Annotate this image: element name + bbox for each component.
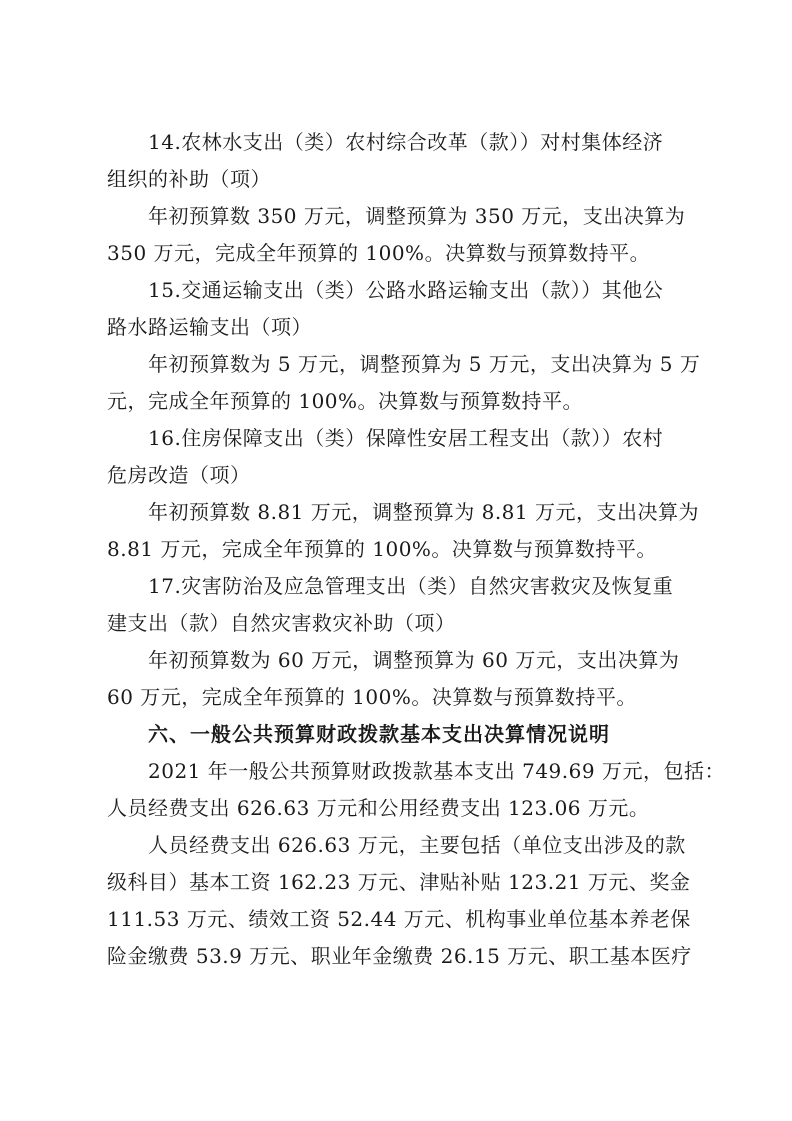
item-15-text-line-1: 年初预算数为 5 万元，调整预算为 5 万元，支出决算为 5 万: [148, 352, 701, 376]
item-15-text-line-2: 元，完成全年预算的 100%。决算数与预算数持平。: [107, 389, 584, 413]
item-17-heading-line-2: 建支出（款）自然灾害救灾补助（项）: [107, 611, 456, 635]
section-6-heading: 六、一般公共预算财政拨款基本支出决算情况说明: [148, 722, 610, 746]
personnel-expense-line-4: 险金缴费 53.9 万元、职业年金缴费 26.15 万元、职工基本医疗: [107, 944, 692, 968]
section-6-summary-line-2: 人员经费支出 626.63 万元和公用经费支出 123.06 万元。: [107, 796, 650, 820]
personnel-expense-line-2: 级科目）基本工资 162.23 万元、津贴补贴 123.21 万元、奖金: [107, 870, 691, 894]
item-14-text-line-2: 350 万元，完成全年预算的 100%。决算数与预算数持平。: [107, 241, 651, 265]
item-17-heading-line-1: 17.灾害防治及应急管理支出（类）自然灾害救灾及恢复重: [148, 574, 674, 598]
item-15-heading-line-2: 路水路运输支出（项）: [107, 315, 312, 339]
section-6-summary-line-1: 2021 年一般公共预算财政拨款基本支出 749.69 万元，包括：: [148, 759, 725, 783]
item-16-heading-line-2: 危房改造（项）: [107, 463, 251, 487]
personnel-expense-line-1: 人员经费支出 626.63 万元，主要包括（单位支出涉及的款: [148, 833, 686, 857]
document-body: [107, 124, 725, 975]
item-14-heading-line-1: 14.农林水支出（类）农村综合改革（款））对村集体经济: [148, 130, 664, 154]
personnel-expense-line-3: 111.53 万元、绩效工资 52.44 万元、机构事业单位基本养老保: [107, 907, 691, 931]
item-15-heading-line-1: 15.交通运输支出（类）公路水路运输支出（款））其他公: [148, 278, 664, 302]
item-16-text-line-2: 8.81 万元，完成全年预算的 100%。决算数与预算数持平。: [107, 537, 657, 561]
item-14-heading-line-2: 组织的补助（项）: [107, 167, 271, 191]
item-16-text-line-1: 年初预算数 8.81 万元，调整预算为 8.81 万元，支出决算为: [148, 500, 699, 524]
item-14-text-line-1: 年初预算数 350 万元，调整预算为 350 万元，支出决算为: [148, 204, 686, 228]
item-17-text-line-2: 60 万元，完成全年预算的 100%。决算数与预算数持平。: [107, 685, 637, 709]
item-17-text-line-1: 年初预算数为 60 万元，调整预算为 60 万元，支出决算为: [148, 648, 680, 672]
item-16-heading-line-1: 16.住房保障支出（类）保障性安居工程支出（款））农村: [148, 426, 664, 450]
